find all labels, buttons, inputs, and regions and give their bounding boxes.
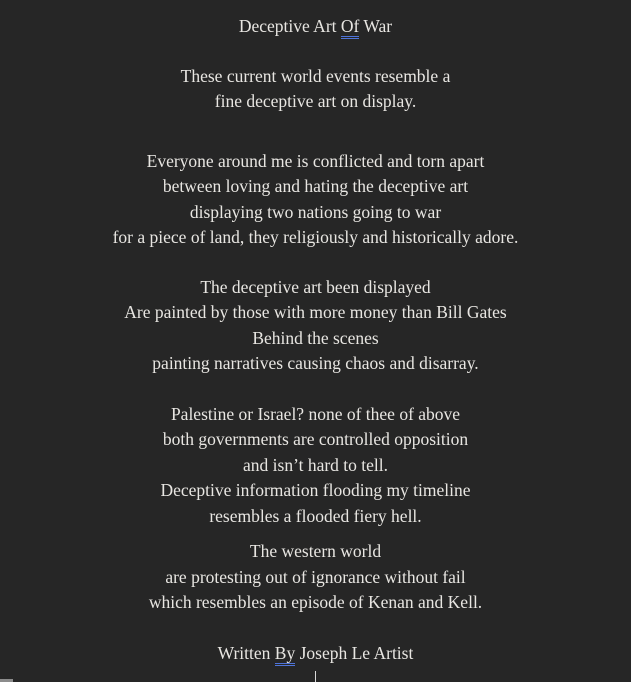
poem-line: fine deceptive art on display. bbox=[214, 91, 417, 111]
poem-line: Behind the scenes bbox=[252, 327, 379, 348]
empty-line[interactable] bbox=[0, 666, 631, 682]
poem-line: The deceptive art been displayed bbox=[200, 276, 431, 297]
text-caret bbox=[315, 671, 317, 682]
poem-line: Deceptive information flooding my timeline bbox=[160, 480, 471, 500]
poem-line: These current world events resemble a bbox=[180, 65, 451, 86]
poem-line: Are painted by those with more money than Bill Gates bbox=[124, 302, 507, 322]
byline bbox=[0, 641, 631, 667]
poem-line: Everyone around me is conflicted and torn apart bbox=[146, 150, 485, 171]
poem-line: both governments are controlled opposition bbox=[162, 429, 469, 449]
poem-line: The western world bbox=[249, 541, 382, 561]
stanza-2 bbox=[0, 149, 631, 251]
grammar-flagged-word[interactable]: By bbox=[275, 643, 295, 666]
poem-line: between loving and hating the deceptive art bbox=[162, 176, 469, 196]
poem-line: for a piece of land, they religiously and historically adore. bbox=[112, 227, 519, 247]
poem-line: displaying two nations going to war bbox=[189, 201, 442, 222]
stanza-5 bbox=[0, 539, 631, 616]
grammar-flagged-word[interactable]: Of bbox=[341, 16, 359, 39]
poem-line: Palestine or Israel? none of thee of above bbox=[170, 403, 461, 424]
stanza-3 bbox=[0, 275, 631, 377]
poem-line: resembles a flooded fiery hell. bbox=[209, 505, 422, 526]
poem-line: painting narratives causing chaos and disarray. bbox=[152, 353, 479, 373]
stanza-4 bbox=[0, 402, 631, 530]
poem-line: are protesting out of ignorance without fail bbox=[165, 566, 466, 587]
title-text-pre: Deceptive Art bbox=[238, 16, 341, 36]
poem-line: which resembles an episode of Kenan and Kell. bbox=[148, 592, 483, 612]
poem-line: and isn’t hard to tell. bbox=[243, 454, 388, 475]
title-text-post: War bbox=[359, 16, 393, 36]
byline-text-pre: Written bbox=[217, 642, 275, 663]
byline-text-post: Joseph Le Artist bbox=[295, 642, 414, 663]
stanza-1 bbox=[0, 64, 631, 115]
poem-title bbox=[0, 14, 631, 40]
